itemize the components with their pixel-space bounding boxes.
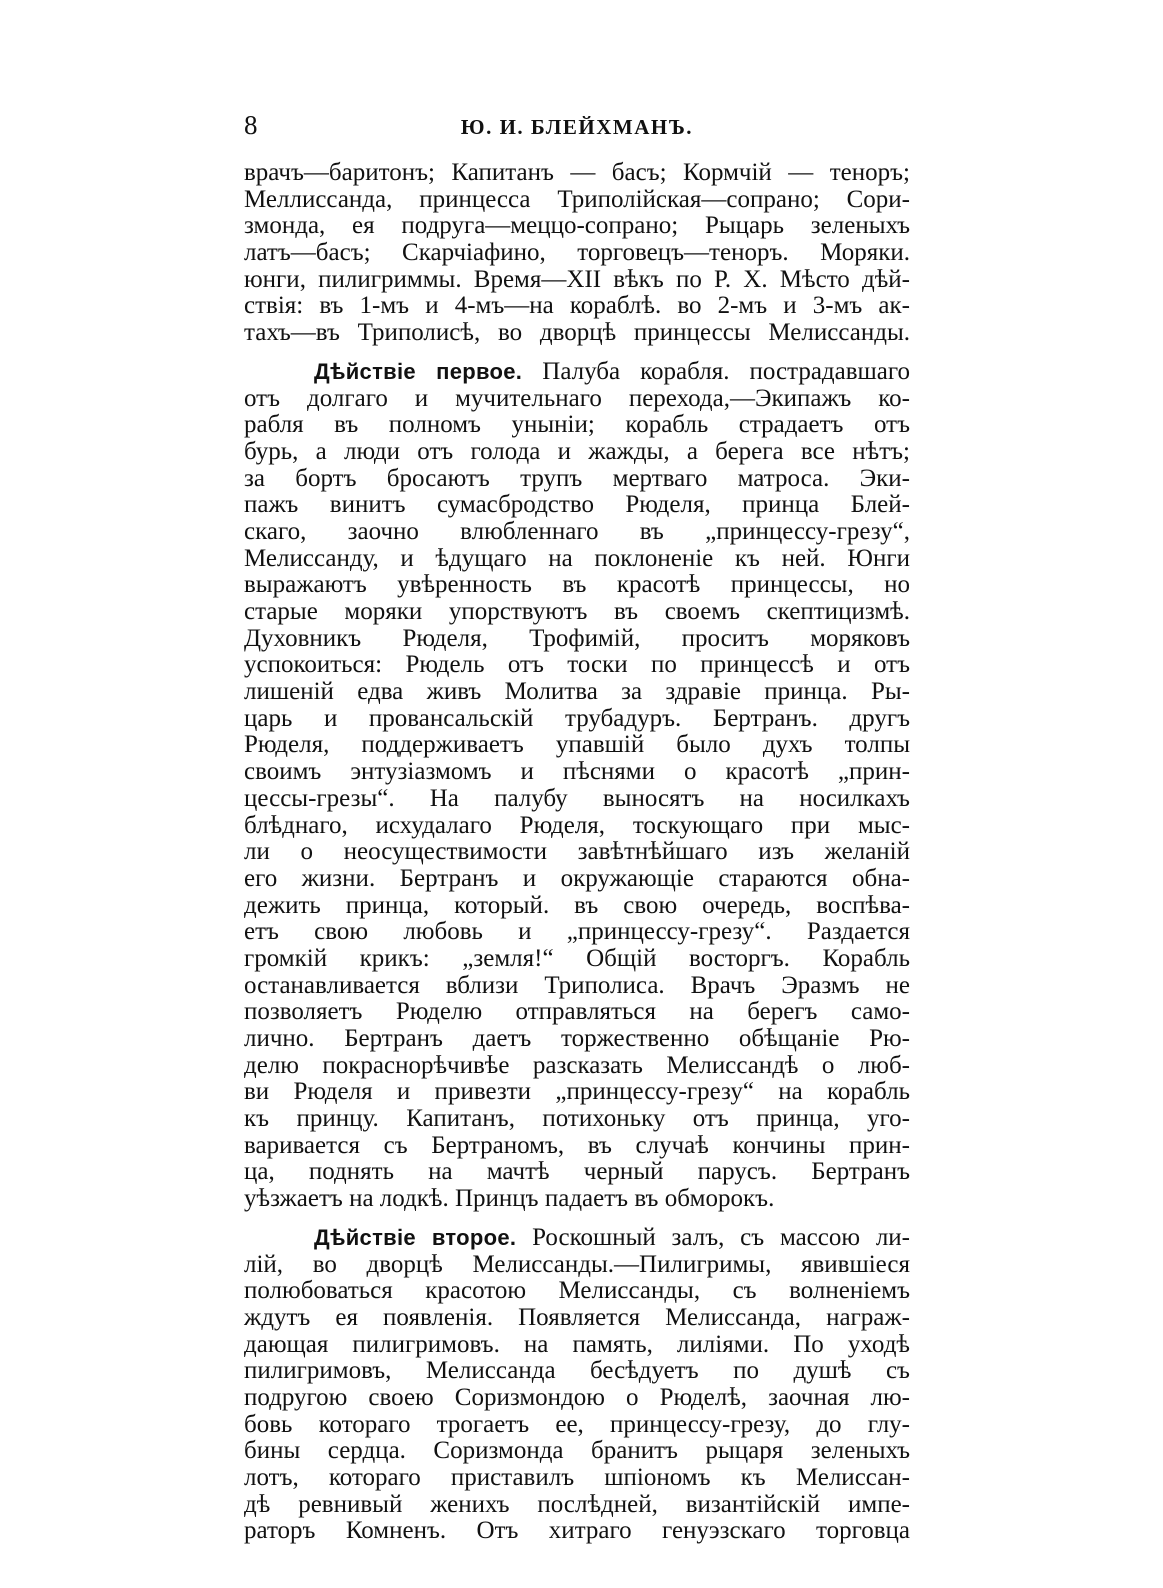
cast-paragraph	[244, 160, 910, 347]
page-number: 8	[244, 110, 258, 140]
text-line: Меллиссанда, принцесса Триполійская—сопрано; Сори-	[244, 185, 910, 213]
text-line: варивается съ Бертраномъ, въ случаѣ кончины прин-	[244, 1131, 910, 1159]
text-line: дежить принца, который. въ свою очередь, воспѣва-	[244, 891, 910, 919]
act-one-heading: Дѣйствіе первое.	[314, 358, 523, 384]
text-line: цессы-грезы“. На палубу выносятъ на носилкахъ	[244, 784, 910, 812]
text-line: его жизни. Бертранъ и окружающіе стараются обна-	[244, 864, 910, 892]
text-line: блѣднаго, исхудалаго Рюделя, тоскующаго при мыс-	[244, 811, 910, 839]
book-page	[244, 104, 910, 1557]
text-line: бины сердца. Соризмонда бранитъ рыцаря зеленыхъ	[244, 1437, 910, 1465]
text-line: полюбоваться красотою Мелиссанды, съ волненіемъ	[244, 1277, 910, 1305]
text-line: бовь котораго трогаетъ ее, принцессу-грезу, до глу-	[244, 1410, 910, 1438]
text-line: етъ свою любовь и „принцессу-грезу“. Раздается	[244, 918, 910, 946]
text-line: лій, во дворцѣ Мелиссанды.—Пилигримы, явившіеся	[244, 1250, 910, 1278]
text-line: ли о неосуществимости завѣтнѣйшаго изъ желаній	[244, 838, 910, 866]
text-line: лотъ, котораго приставилъ шпіономъ къ Мелиссан-	[244, 1464, 910, 1491]
text-line: выражаютъ увѣренность въ красотѣ принцессы, но	[244, 571, 910, 599]
text-line: скаго, заочно влюбленнаго въ „принцессу-грезу“,	[244, 517, 910, 545]
text-line: раторъ Комненъ. Отъ хитраго генуэзскаго торговца	[244, 1517, 910, 1545]
text-line: Мелиссанду, и ѣдущаго на поклоненіе къ ней. Юнги	[244, 544, 910, 572]
text-line: ждутъ ея появленія. Появляется Мелиссанда, награж-	[244, 1303, 910, 1331]
text-line: ца, поднять на мачтѣ черный парусъ. Бертранъ	[244, 1158, 910, 1186]
text-line: лично. Бертранъ даетъ торжественно обѣщаніе Рю-	[244, 1025, 910, 1052]
text-line: за бортъ бросаютъ трупъ мертваго матроса. Эки-	[244, 464, 910, 492]
act-two-heading: Дѣйствіе второе.	[314, 1224, 517, 1250]
text-line: позволяетъ Рюделю отправляться на берегъ само-	[244, 998, 910, 1026]
text-line: къ принцу. Капитанъ, потихоньку отъ принца, уго-	[244, 1105, 910, 1133]
text-line: рабля въ полномъ уныніи; корабль страдаетъ отъ	[244, 411, 910, 439]
act-two-paragraph	[244, 1225, 910, 1545]
text-line: подругою своею Соризмондою о Рюделѣ, заочная лю-	[244, 1383, 910, 1411]
text-line: Рюделя, поддерживаетъ упавшій было духъ толпы	[244, 731, 910, 759]
text-line: своимъ энтузіазмомъ и пѣснями о красотѣ „прин-	[244, 758, 910, 786]
act-one-first-line	[244, 359, 910, 386]
text-line: юнги, пилигриммы. Время—XII вѣкъ по Р. Х. Мѣсто дѣй-	[244, 265, 910, 293]
running-head-title: Ю. И. БЛЕЙХМАНЪ.	[460, 115, 694, 139]
act-two-first-line	[244, 1225, 910, 1252]
text-line: останавливается вблизи Триполиса. Врачъ Эразмъ не	[244, 971, 910, 999]
text-line: успокоиться: Рюдель отъ тоски по принцессѣ и отъ	[244, 651, 910, 679]
text-line: ви Рюделя и привезти „принцессу-грезу“ на корабль	[244, 1078, 910, 1106]
text-line: пажъ винитъ сумасбродство Рюделя, принца Блей-	[244, 491, 910, 519]
text-line: Духовникъ Рюделя, Трофимій, проситъ моряковъ	[244, 624, 910, 652]
text-line: старые моряки упорствуютъ въ своемъ скептицизмѣ.	[244, 598, 910, 625]
act-two-first-line-text: Роскошный залъ, съ массою ли-	[532, 1223, 910, 1251]
text-line: врачъ—баритонъ; Капитанъ — басъ; Кормчій — теноръ;	[244, 159, 910, 186]
text-line: отъ долгаго и мучительнаго перехода,—Экипажъ ко-	[244, 384, 910, 412]
text-line: царь и провансальскій трубадуръ. Бертранъ. другъ	[244, 704, 910, 732]
text-line: лишеній едва живъ Молитва за здравіе принца. Ры-	[244, 678, 910, 706]
running-head	[244, 104, 910, 144]
text-line: дающая пилигримовъ. на память, лиліями. По уходѣ	[244, 1330, 910, 1358]
text-line: уѣзжаетъ на лодкѣ. Принцъ падаетъ въ обморокъ.	[244, 1185, 775, 1213]
text-line: бурь, а люди отъ голода и жажды, а берега все нѣтъ;	[244, 437, 910, 465]
text-line: пилигримовъ, Мелиссанда бесѣдуетъ по душѣ съ	[244, 1357, 910, 1385]
text-line: тахъ—въ Триполисѣ, во дворцѣ принцессы Мелиссанды.	[244, 319, 910, 347]
act-one-paragraph	[244, 359, 910, 1213]
text-line: делю покраснорѣчивѣе разсказать Мелиссандѣ о люб-	[244, 1051, 910, 1079]
text-line: дѣ ревнивый женихъ послѣдней, византійскій импе-	[244, 1490, 910, 1518]
text-line: латъ—басъ; Скарчіафино, торговецъ—теноръ. Моряки.	[244, 239, 910, 267]
text-line: громкій крикъ: „земля!“ Общій восторгъ. Корабль	[244, 944, 910, 972]
text-line: змонда, ея подруга—меццо-сопрано; Рыцарь зеленыхъ	[244, 212, 910, 240]
text-line: ствія: въ 1-мъ и 4-мъ—на кораблѣ. во 2-мъ и 3-мъ ак-	[244, 292, 910, 320]
act-one-first-line-text: Палуба корабля. пострадавшаго	[542, 357, 911, 385]
